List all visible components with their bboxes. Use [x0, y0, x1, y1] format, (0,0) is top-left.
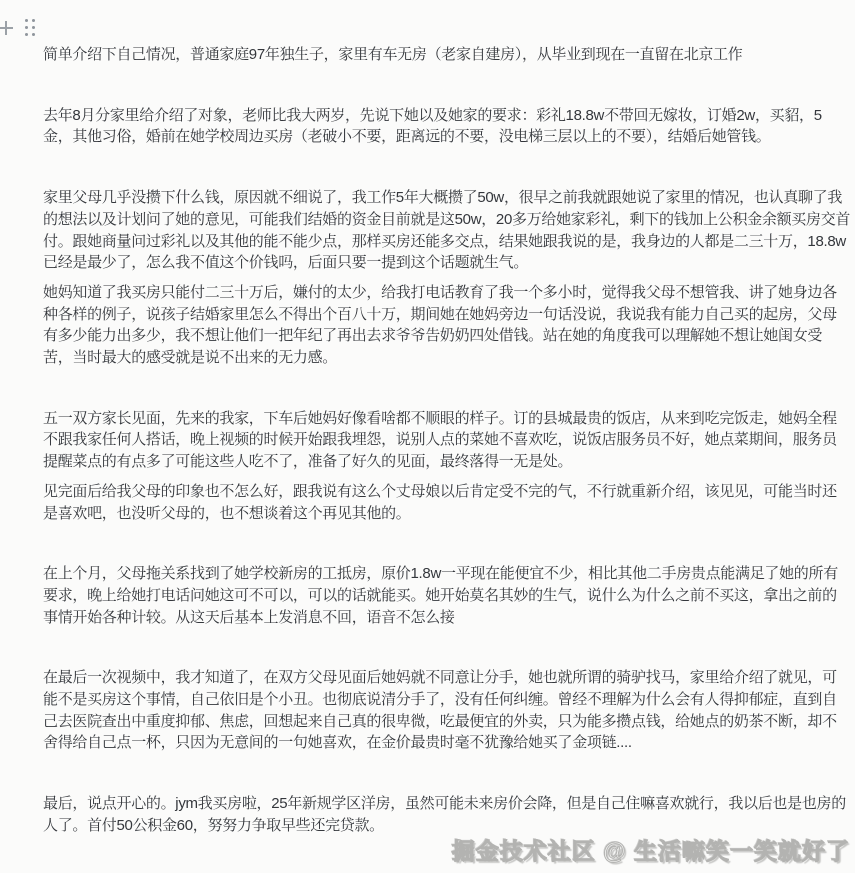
drag-handle-dots-icon	[25, 19, 28, 22]
block-controls	[0, 17, 37, 38]
drag-handle[interactable]	[23, 17, 37, 38]
paragraph[interactable]: 五一双方家长见面，先来的我家，下车后她妈好像看啥都不顺眼的样子。订的县城最贵的饭店，从来到吃完饭走，她妈全程不跟我家任何人搭话，晚上视频的时候开始跟我埋怨，说别人点的菜她不喜欢吃，说饭店服务员不好，她点菜期间，服务员提醒菜点的有点多了可能这些人吃不了，准备了好久的见面，最终落得一无是处。	[43, 409, 837, 471]
paragraph[interactable]: 见完面后给我父母的印象也不怎么好，跟我说有这么个丈母娘以后肯定受不完的气，不行就重新介绍，该见见，可能当时还是喜欢吧，也没听父母的，也不想谈着这个再见其他的。	[43, 482, 837, 522]
document-body	[43, 44, 851, 837]
add-block-button[interactable]	[0, 20, 14, 36]
paragraph[interactable]: 去年8月分家里给介绍了对象，老师比我大两岁，先说下她以及她家的要求：彩礼18.8w不带回无嫁妆，订婚2w，买貂，5金，其他习俗，婚前在她学校周边买房（老破小不要，距离远的不要，没电梯三层以上的不要），结婚后她管钱。	[43, 106, 822, 146]
paragraph[interactable]: 她妈知道了我买房只能付二三十万后，嫌付的太少，给我打电话教育了我一个多小时，觉得我父母不想管我、讲了她身边各种各样的例子，说孩子结婚家里怎么不得出个百八十万，期间她在她妈旁边一句话没说，我说我有能力自己买的起房，父母有多少能力出多少，我不想让他们一把年纪了再出去求爷爷告奶奶四处借钱。站在她的角度我可以理解她不想让她闺女受苦，当时最大的感受就是说不出来的无力感。	[43, 283, 837, 367]
paragraph[interactable]: 简单介绍下自己情况，普通家庭97年独生子，家里有车无房（老家自建房），从毕业到现在一直留在北京工作	[43, 46, 743, 63]
paragraph[interactable]: 最后，说点开心的。jym我买房啦，25年新规学区洋房，虽然可能未来房价会降，但是自己住嘛喜欢就行，我以后也是也房的人了。首付50公积金60，努努力争取早些还完贷款。	[43, 795, 846, 834]
paragraph[interactable]: 家里父母几乎没攒下什么钱，原因就不细说了，我工作5年大概攒了50w，很早之前我就跟她说了家里的情况，也认真聊了我的想法以及计划问了她的意见，可能我们结婚的资金目前就是这50w，20多万给她家彩礼，剩下的钱加上公积金余额买房交首付。跟她商量问过彩礼以及其他的能不能少点，那样买房还能多交点，结果她跟我说的是，我身边的人都是二三十万，18.8w已经是最少了，怎么我不值这个价钱吗，后面只要一提到这个话题就生气。	[43, 189, 851, 272]
paragraph[interactable]: 在上个月，父母拖关系找到了她学校新房的工抵房，原价1.8w一平现在能便宜不少，相比其他二手房贵点能满足了她的所有要求，晚上给她打电话问她这可不可以，可以的话就能买。她开始莫名其妙的生气，说什么为什么之前不买这，拿出之前的事情开始各种计较。从这天后基本上发消息不回，语音不怎么接	[43, 565, 838, 626]
paragraph[interactable]: 在最后一次视频中，我才知道了，在双方父母见面后她妈就不同意让分手，她也就所谓的骑驴找马，家里给介绍了就见，可能不是买房这个事情，自己依旧是个小丑。也彻底说清分手了，没有任何纠缠。曾经不理解为什么会有人得抑郁症，直到自己去医院查出中重度抑郁、焦虑，回想起来自己真的很卑微，吃最便宜的外卖，只为能多攒点钱，给她点的奶茶不断，却不舍得给自己点一杯，只因为无意间的一句她喜欢，在金价最贵时毫不犹豫给她买了金项链....	[43, 669, 837, 752]
watermark-text: 掘金技术社区 @ 生活嘛笑一笑就好了	[451, 838, 850, 864]
